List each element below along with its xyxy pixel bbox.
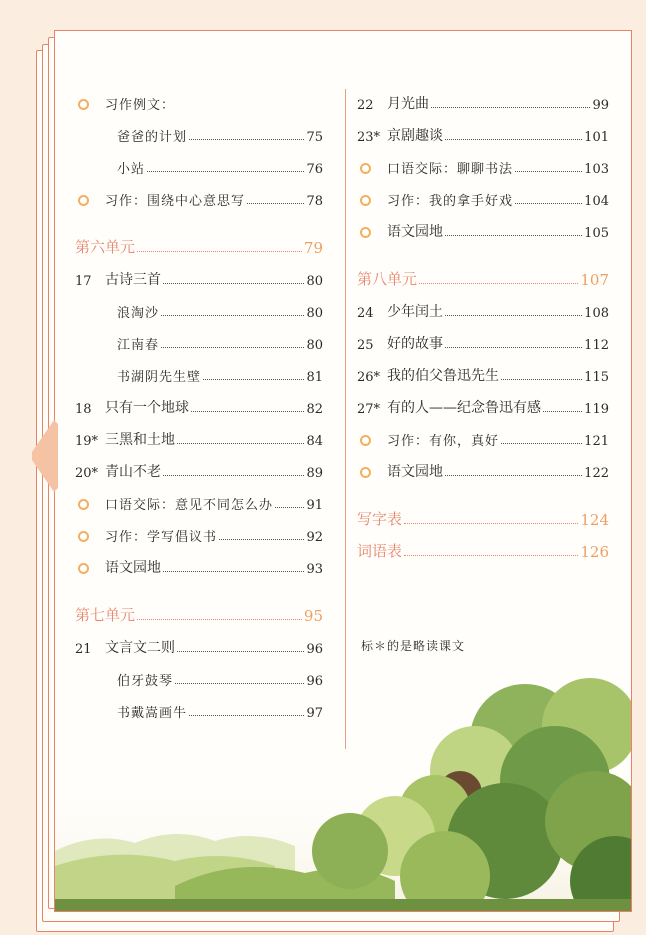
toc-entry[interactable] — [75, 519, 323, 545]
landscape-illustration — [55, 651, 631, 911]
page-number: 75 — [306, 130, 323, 145]
page-number: 97 — [306, 706, 323, 721]
unit-heading[interactable] — [75, 599, 323, 625]
entry-title: 第六单元 — [75, 238, 136, 256]
entry-title: 习作例文： — [105, 98, 176, 113]
unit-heading[interactable] — [357, 263, 609, 289]
toc-entry[interactable] — [75, 487, 323, 513]
lesson-number: 21 — [75, 642, 92, 657]
page-number: 80 — [306, 274, 323, 289]
toc-entry[interactable] — [75, 295, 323, 321]
entry-title: 口语交际：意见不同怎么办 — [105, 498, 274, 513]
page-number: 79 — [303, 239, 323, 257]
page-number: 96 — [306, 674, 323, 689]
toc-entry[interactable] — [75, 359, 323, 385]
entry-title: 浪淘沙 — [117, 306, 160, 321]
page-number: 89 — [306, 466, 323, 481]
leader-dots — [219, 539, 304, 540]
entry-title: 第七单元 — [75, 606, 136, 624]
toc-entry[interactable] — [75, 263, 323, 289]
page-number: 121 — [584, 434, 609, 449]
page-number: 93 — [306, 562, 323, 577]
leader-dots — [501, 443, 582, 444]
toc-entry[interactable] — [357, 87, 609, 113]
leader-dots — [445, 235, 582, 236]
lesson-number: 20* — [75, 466, 99, 481]
toc-entry[interactable] — [357, 215, 609, 241]
leader-dots — [137, 251, 302, 252]
page-number: 92 — [306, 530, 323, 545]
page-number: 80 — [306, 338, 323, 353]
lesson-number: 26* — [357, 370, 381, 385]
leader-dots — [137, 619, 302, 620]
entry-title: 江南春 — [117, 338, 160, 353]
entry-title: 习作：有你，真好 — [387, 434, 500, 449]
entry-title: 伯牙鼓琴 — [117, 674, 174, 689]
leader-dots — [203, 379, 304, 380]
entry-title: 书戴嵩画牛 — [117, 706, 188, 721]
toc-entry[interactable] — [357, 151, 609, 177]
page-number: 76 — [306, 162, 323, 177]
toc-entry[interactable] — [357, 183, 609, 209]
entry-title: 习作：围绕中心意思写 — [105, 194, 246, 209]
toc-entry[interactable] — [357, 327, 609, 353]
leader-dots — [431, 107, 590, 108]
entry-title: 口语交际：聊聊书法 — [387, 162, 514, 177]
toc-entry[interactable] — [75, 551, 323, 577]
page-number: 112 — [584, 338, 609, 353]
entry-title: 习作：我的拿手好戏 — [387, 194, 514, 209]
page-number: 91 — [306, 498, 323, 513]
page-number: 78 — [306, 194, 323, 209]
page-number: 107 — [580, 271, 609, 289]
toc-entry[interactable] — [75, 87, 323, 113]
entry-title: 只有一个地球 — [105, 400, 189, 416]
leader-dots — [445, 315, 582, 316]
leader-dots — [275, 507, 304, 508]
page-number: 103 — [584, 162, 609, 177]
leader-dots — [189, 139, 304, 140]
page-number: 80 — [306, 306, 323, 321]
entry-title: 文言文二则 — [105, 640, 175, 656]
circle-bullet-icon — [357, 465, 387, 481]
entry-title: 语文园地 — [387, 464, 443, 480]
circle-bullet-icon — [75, 97, 105, 113]
entry-title: 京剧趣谈 — [387, 128, 443, 144]
entry-title: 有的人——纪念鲁迅有感 — [387, 400, 541, 416]
toc-entry[interactable] — [357, 119, 609, 145]
toc-entry[interactable] — [75, 119, 323, 145]
toc-entry[interactable] — [75, 423, 323, 449]
toc-entry[interactable] — [357, 391, 609, 417]
lesson-number: 22 — [357, 98, 374, 113]
page-number: 84 — [306, 434, 323, 449]
circle-bullet-icon — [75, 193, 105, 209]
lesson-number: 25 — [357, 338, 374, 353]
toc-entry[interactable] — [75, 183, 323, 209]
leader-dots — [501, 379, 582, 380]
lesson-number: 19* — [75, 434, 99, 449]
page-number: 99 — [592, 98, 609, 113]
entry-title: 书湖阴先生壁 — [117, 370, 202, 385]
leader-dots — [404, 555, 578, 556]
entry-title: 爸爸的计划 — [117, 130, 188, 145]
leader-dots — [445, 475, 582, 476]
entry-title: 第八单元 — [357, 270, 418, 288]
leader-dots — [163, 571, 304, 572]
unit-heading[interactable] — [357, 503, 609, 529]
page-number: 104 — [584, 194, 609, 209]
entry-title: 青山不老 — [105, 464, 161, 480]
unit-heading[interactable] — [75, 231, 323, 257]
circle-bullet-icon — [357, 193, 387, 209]
entry-title: 古诗三首 — [105, 272, 161, 288]
leader-dots — [163, 475, 304, 476]
leader-dots — [445, 347, 582, 348]
circle-bullet-icon — [357, 161, 387, 177]
toc-entry[interactable] — [75, 455, 323, 481]
toc-entry[interactable] — [357, 423, 609, 449]
toc-entry[interactable] — [75, 391, 323, 417]
entry-title: 语文园地 — [387, 224, 443, 240]
toc-entry[interactable] — [75, 151, 323, 177]
leader-dots — [191, 411, 304, 412]
page-number: 115 — [584, 370, 609, 385]
column-divider — [345, 89, 346, 749]
page-number: 105 — [584, 226, 609, 241]
page-number: 126 — [580, 543, 609, 561]
leader-dots — [419, 283, 578, 284]
toc-entry[interactable] — [75, 327, 323, 353]
leader-dots — [445, 139, 582, 140]
page-number: 122 — [584, 466, 609, 481]
entry-title: 少年闰土 — [387, 304, 443, 320]
entry-title: 习作：学写倡议书 — [105, 530, 218, 545]
leader-dots — [515, 203, 582, 204]
page-number: 95 — [303, 607, 323, 625]
page-number: 82 — [306, 402, 323, 417]
lesson-number: 18 — [75, 402, 92, 417]
lesson-number: 23* — [357, 130, 381, 145]
entry-title: 写字表 — [357, 510, 403, 528]
page-number: 119 — [584, 402, 609, 417]
entry-title: 语文园地 — [105, 560, 161, 576]
footnote: 标＊的是略读课文 — [361, 639, 466, 653]
entry-title: 我的伯父鲁迅先生 — [387, 368, 499, 384]
entry-title: 三黑和土地 — [105, 432, 175, 448]
entry-title: 月光曲 — [387, 96, 429, 112]
leader-dots — [247, 203, 304, 204]
bookmark-tab — [28, 420, 58, 492]
entry-title: 好的故事 — [387, 336, 443, 352]
entry-title: 小站 — [117, 162, 146, 177]
unit-heading[interactable] — [357, 535, 609, 561]
circle-bullet-icon — [75, 497, 105, 513]
leader-dots — [177, 443, 304, 444]
leader-dots — [543, 411, 582, 412]
circle-bullet-icon — [357, 225, 387, 241]
circle-bullet-icon — [75, 529, 105, 545]
leader-dots — [163, 283, 304, 284]
leader-dots — [161, 315, 304, 316]
lesson-number: 27* — [357, 402, 381, 417]
toc-page — [54, 30, 632, 912]
page-number: 81 — [306, 370, 323, 385]
lesson-number: 17 — [75, 274, 92, 289]
circle-bullet-icon — [75, 561, 105, 577]
page-number: 101 — [584, 130, 609, 145]
toc-entry[interactable] — [357, 359, 609, 385]
toc-entry[interactable] — [357, 295, 609, 321]
lesson-number: 24 — [357, 306, 374, 321]
page-number: 108 — [584, 306, 609, 321]
page-number: 124 — [580, 511, 609, 529]
page-number: 96 — [306, 642, 323, 657]
entry-title: 词语表 — [357, 542, 403, 560]
leader-dots — [404, 523, 578, 524]
leader-dots — [515, 171, 582, 172]
toc-entry[interactable] — [357, 455, 609, 481]
leader-dots — [161, 347, 304, 348]
circle-bullet-icon — [357, 433, 387, 449]
leader-dots — [147, 171, 304, 172]
